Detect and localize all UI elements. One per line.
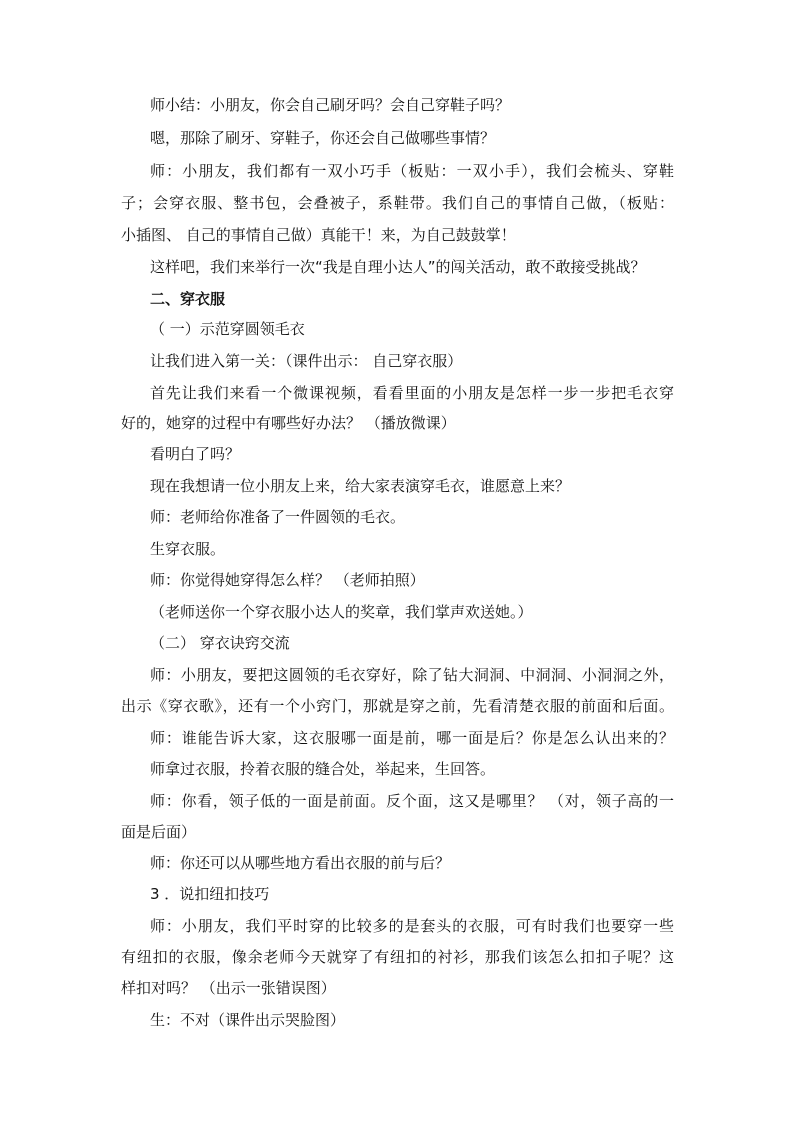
section-heading: 二、穿衣服 — [150, 290, 226, 308]
subsection-heading: （二） 穿衣诀窍交流 — [150, 634, 290, 652]
paragraph-line: 现在我想请一位小朋友上来，给大家表演穿毛衣，谁愿意上来？ — [150, 477, 571, 495]
paragraph-line: 师：小朋友，我们平时穿的比较多的是套头的衣服，可有时我们也要穿一些 — [150, 917, 674, 935]
subsection-heading: （ 一）示范穿圆领毛衣 — [150, 320, 305, 338]
paragraph-line: 子；会穿衣服、整书包，会叠被子，系鞋带。我们自己的事情自己做，（板贴： — [121, 194, 674, 212]
paragraph-line: 师：小朋友，要把这圆领的毛衣穿好，除了钻大洞洞、中洞洞、小洞洞之外， — [150, 666, 674, 684]
paragraph-line: 师：你觉得她穿得怎么样？ （老师拍照） — [150, 571, 425, 589]
paragraph-line: 出示《穿衣歌》，还有一个小窍门，那就是穿之前，先看清楚衣服的前面和后面。 — [121, 697, 674, 715]
paragraph-line: 师：老师给你准备了一件圆领的毛衣。 — [150, 508, 406, 526]
paragraph-line: 师：谁能告诉大家，这衣服哪一面是前，哪一面是后？你是怎么认出来的？ — [150, 729, 674, 747]
paragraph-line: 师小结：小朋友，你会自己刷牙吗？会自己穿鞋子吗？ — [150, 96, 511, 114]
paragraph-line: 小插图、 自己的事情自己做）真能干！来，为自己鼓鼓掌！ — [121, 226, 516, 244]
paragraph-line: 这样吧，我们来举行一次“我是自理小达人”的闯关活动，敢不敢接受挑战？ — [150, 258, 646, 276]
paragraph-line: 让我们进入第一关：（课件出示： 自己穿衣服） — [150, 352, 463, 370]
paragraph-line: 看明白了吗？ — [150, 445, 241, 463]
paragraph-line: 嗯，那除了刷牙、穿鞋子，你还会自己做哪些事情？ — [150, 129, 496, 147]
paragraph-line: 样扣对吗？ （出示一张错误图） — [121, 979, 336, 997]
paragraph-line: 师：你还可以从哪些地方看出衣服的前与后？ — [150, 854, 451, 872]
paragraph-line: 面是后面） — [121, 823, 197, 841]
subsection-heading: 3 ．说扣纽扣技巧 — [150, 885, 270, 903]
paragraph-line: （老师送你一个穿衣服小达人的奖章，我们掌声欢送她。） — [150, 603, 533, 621]
paragraph-line: 生：不对（课件出示哭脸图） — [150, 1011, 346, 1029]
paragraph-line: 首先让我们来看一个微课视频，看看里面的小朋友是怎样一步一步把毛衣穿 — [150, 384, 674, 402]
paragraph-line: 生穿衣服。 — [150, 540, 226, 558]
paragraph-line: 师：小朋友，我们都有一双小巧手（板贴：一双小手），我们会梳头、穿鞋 — [150, 162, 674, 180]
paragraph-line: 好的，她穿的过程中有哪些好办法？ （播放微课） — [121, 414, 456, 432]
paragraph-line: 有纽扣的衣服，像余老师今天就穿了有纽扣的衬衫，那我们该怎么扣扣子呢？这 — [121, 948, 674, 966]
paragraph-line: 师：你看，领子低的一面是前面。反个面，这又是哪里？ （对，领子高的一 — [150, 792, 674, 810]
paragraph-line: 师拿过衣服，拎着衣服的缝合处，举起来，生回答。 — [150, 760, 496, 778]
